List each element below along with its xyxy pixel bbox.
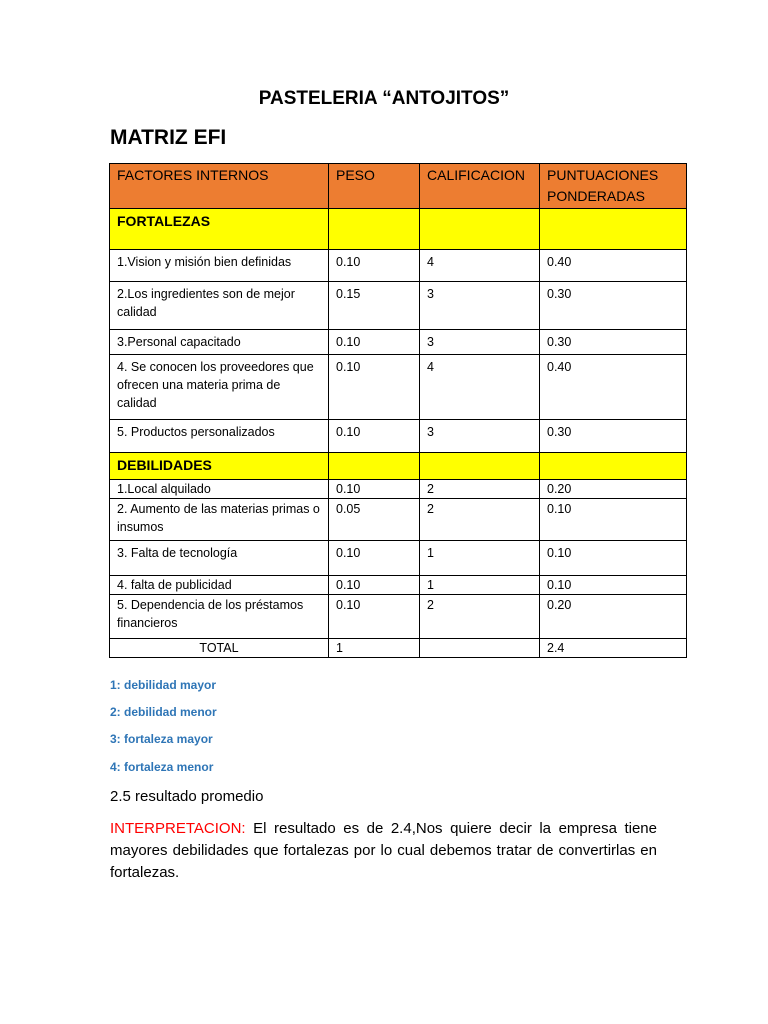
header-factores: FACTORES INTERNOS: [110, 164, 329, 209]
cell-puntuacion: 0.20: [540, 480, 687, 499]
cell-factor: 5. Dependencia de los préstamos financieros: [110, 595, 329, 639]
cell-peso: 0.10: [329, 420, 420, 453]
cell-factor: 2. Aumento de las materias primas o insumos: [110, 499, 329, 541]
cell-peso: 0.10: [329, 576, 420, 595]
table-row: [110, 576, 687, 595]
cell-factor: 3.Personal capacitado: [110, 330, 329, 355]
total-puntuacion: 2.4: [540, 639, 687, 658]
cell-calificacion: 3: [420, 282, 540, 330]
legend-item: 4: fortaleza menor: [110, 760, 214, 774]
cell-factor: 3. Falta de tecnología: [110, 541, 329, 576]
section-label: DEBILIDADES: [110, 453, 329, 480]
interpretation-lead: INTERPRETACION:: [110, 820, 246, 837]
cell-peso: 0.10: [329, 595, 420, 639]
table-row: [110, 330, 687, 355]
cell-peso: 0.10: [329, 250, 420, 282]
cell-calificacion: 3: [420, 420, 540, 453]
legend-item: 1: debilidad mayor: [110, 678, 217, 692]
cell-puntuacion: 0.10: [540, 499, 687, 541]
cell-puntuacion: 0.20: [540, 595, 687, 639]
total-peso: 1: [329, 639, 420, 658]
cell-puntuacion: 0.30: [540, 330, 687, 355]
cell-peso: 0.10: [329, 330, 420, 355]
cell-factor: 1.Vision y misión bien definidas: [110, 250, 329, 282]
header-calificacion: CALIFICACION: [420, 164, 540, 209]
cell-calificacion: 2: [420, 499, 540, 541]
interpretation-paragraph: [110, 818, 657, 884]
total-row: [110, 639, 687, 658]
cell-factor: 5. Productos personalizados: [110, 420, 329, 453]
cell-peso: 0.15: [329, 282, 420, 330]
cell-peso: 0.10: [329, 541, 420, 576]
cell-puntuacion: 0.10: [540, 576, 687, 595]
cell-puntuacion: 0.40: [540, 250, 687, 282]
total-label: TOTAL: [110, 639, 329, 658]
table-row: [110, 541, 687, 576]
cell-calificacion: 3: [420, 330, 540, 355]
cell-calificacion: 1: [420, 541, 540, 576]
cell-calificacion: 2: [420, 480, 540, 499]
document-title: PASTELERIA “ANTOJITOS”: [258, 88, 510, 109]
cell-peso: 0.10: [329, 355, 420, 420]
cell-factor: 2.Los ingredientes son de mejor calidad: [110, 282, 329, 330]
header-puntuaciones: PUNTUACIONES PONDERADAS: [540, 164, 687, 209]
cell-puntuacion: 0.40: [540, 355, 687, 420]
cell-peso: 0.10: [329, 480, 420, 499]
section-row-debilidades: [110, 453, 687, 480]
efi-matrix-table: [109, 163, 687, 658]
cell-peso: 0.05: [329, 499, 420, 541]
table-row: [110, 420, 687, 453]
cell-calificacion: 1: [420, 576, 540, 595]
cell-factor: 1.Local alquilado: [110, 480, 329, 499]
header-peso: PESO: [329, 164, 420, 209]
table-row: [110, 250, 687, 282]
table-row: [110, 480, 687, 499]
result-average: 2.5 resultado promedio: [110, 788, 264, 805]
matrix-title: MATRIZ EFI: [110, 126, 227, 149]
interpretation-text: El resultado es de 2.4,Nos quiere decir la empresa tiene mayores debilidades que fortalezas por lo cual debemos tratar de convertirlas en fortalezas.: [110, 820, 657, 881]
total-calificacion: [420, 639, 540, 658]
table-row: [110, 355, 687, 420]
cell-puntuacion: 0.30: [540, 420, 687, 453]
cell-calificacion: 4: [420, 250, 540, 282]
table-row: [110, 595, 687, 639]
section-label: FORTALEZAS: [110, 209, 329, 250]
table-header-row: [110, 164, 687, 209]
cell-puntuacion: 0.10: [540, 541, 687, 576]
legend-item: 2: debilidad menor: [110, 705, 217, 719]
legend-item: 3: fortaleza mayor: [110, 732, 213, 746]
cell-factor: 4. falta de publicidad: [110, 576, 329, 595]
cell-calificacion: 2: [420, 595, 540, 639]
cell-factor: 4. Se conocen los proveedores que ofrecen una materia prima de calidad: [110, 355, 329, 420]
table-row: [110, 499, 687, 541]
table-row: [110, 282, 687, 330]
cell-calificacion: 4: [420, 355, 540, 420]
section-row-fortalezas: [110, 209, 687, 250]
cell-puntuacion: 0.30: [540, 282, 687, 330]
